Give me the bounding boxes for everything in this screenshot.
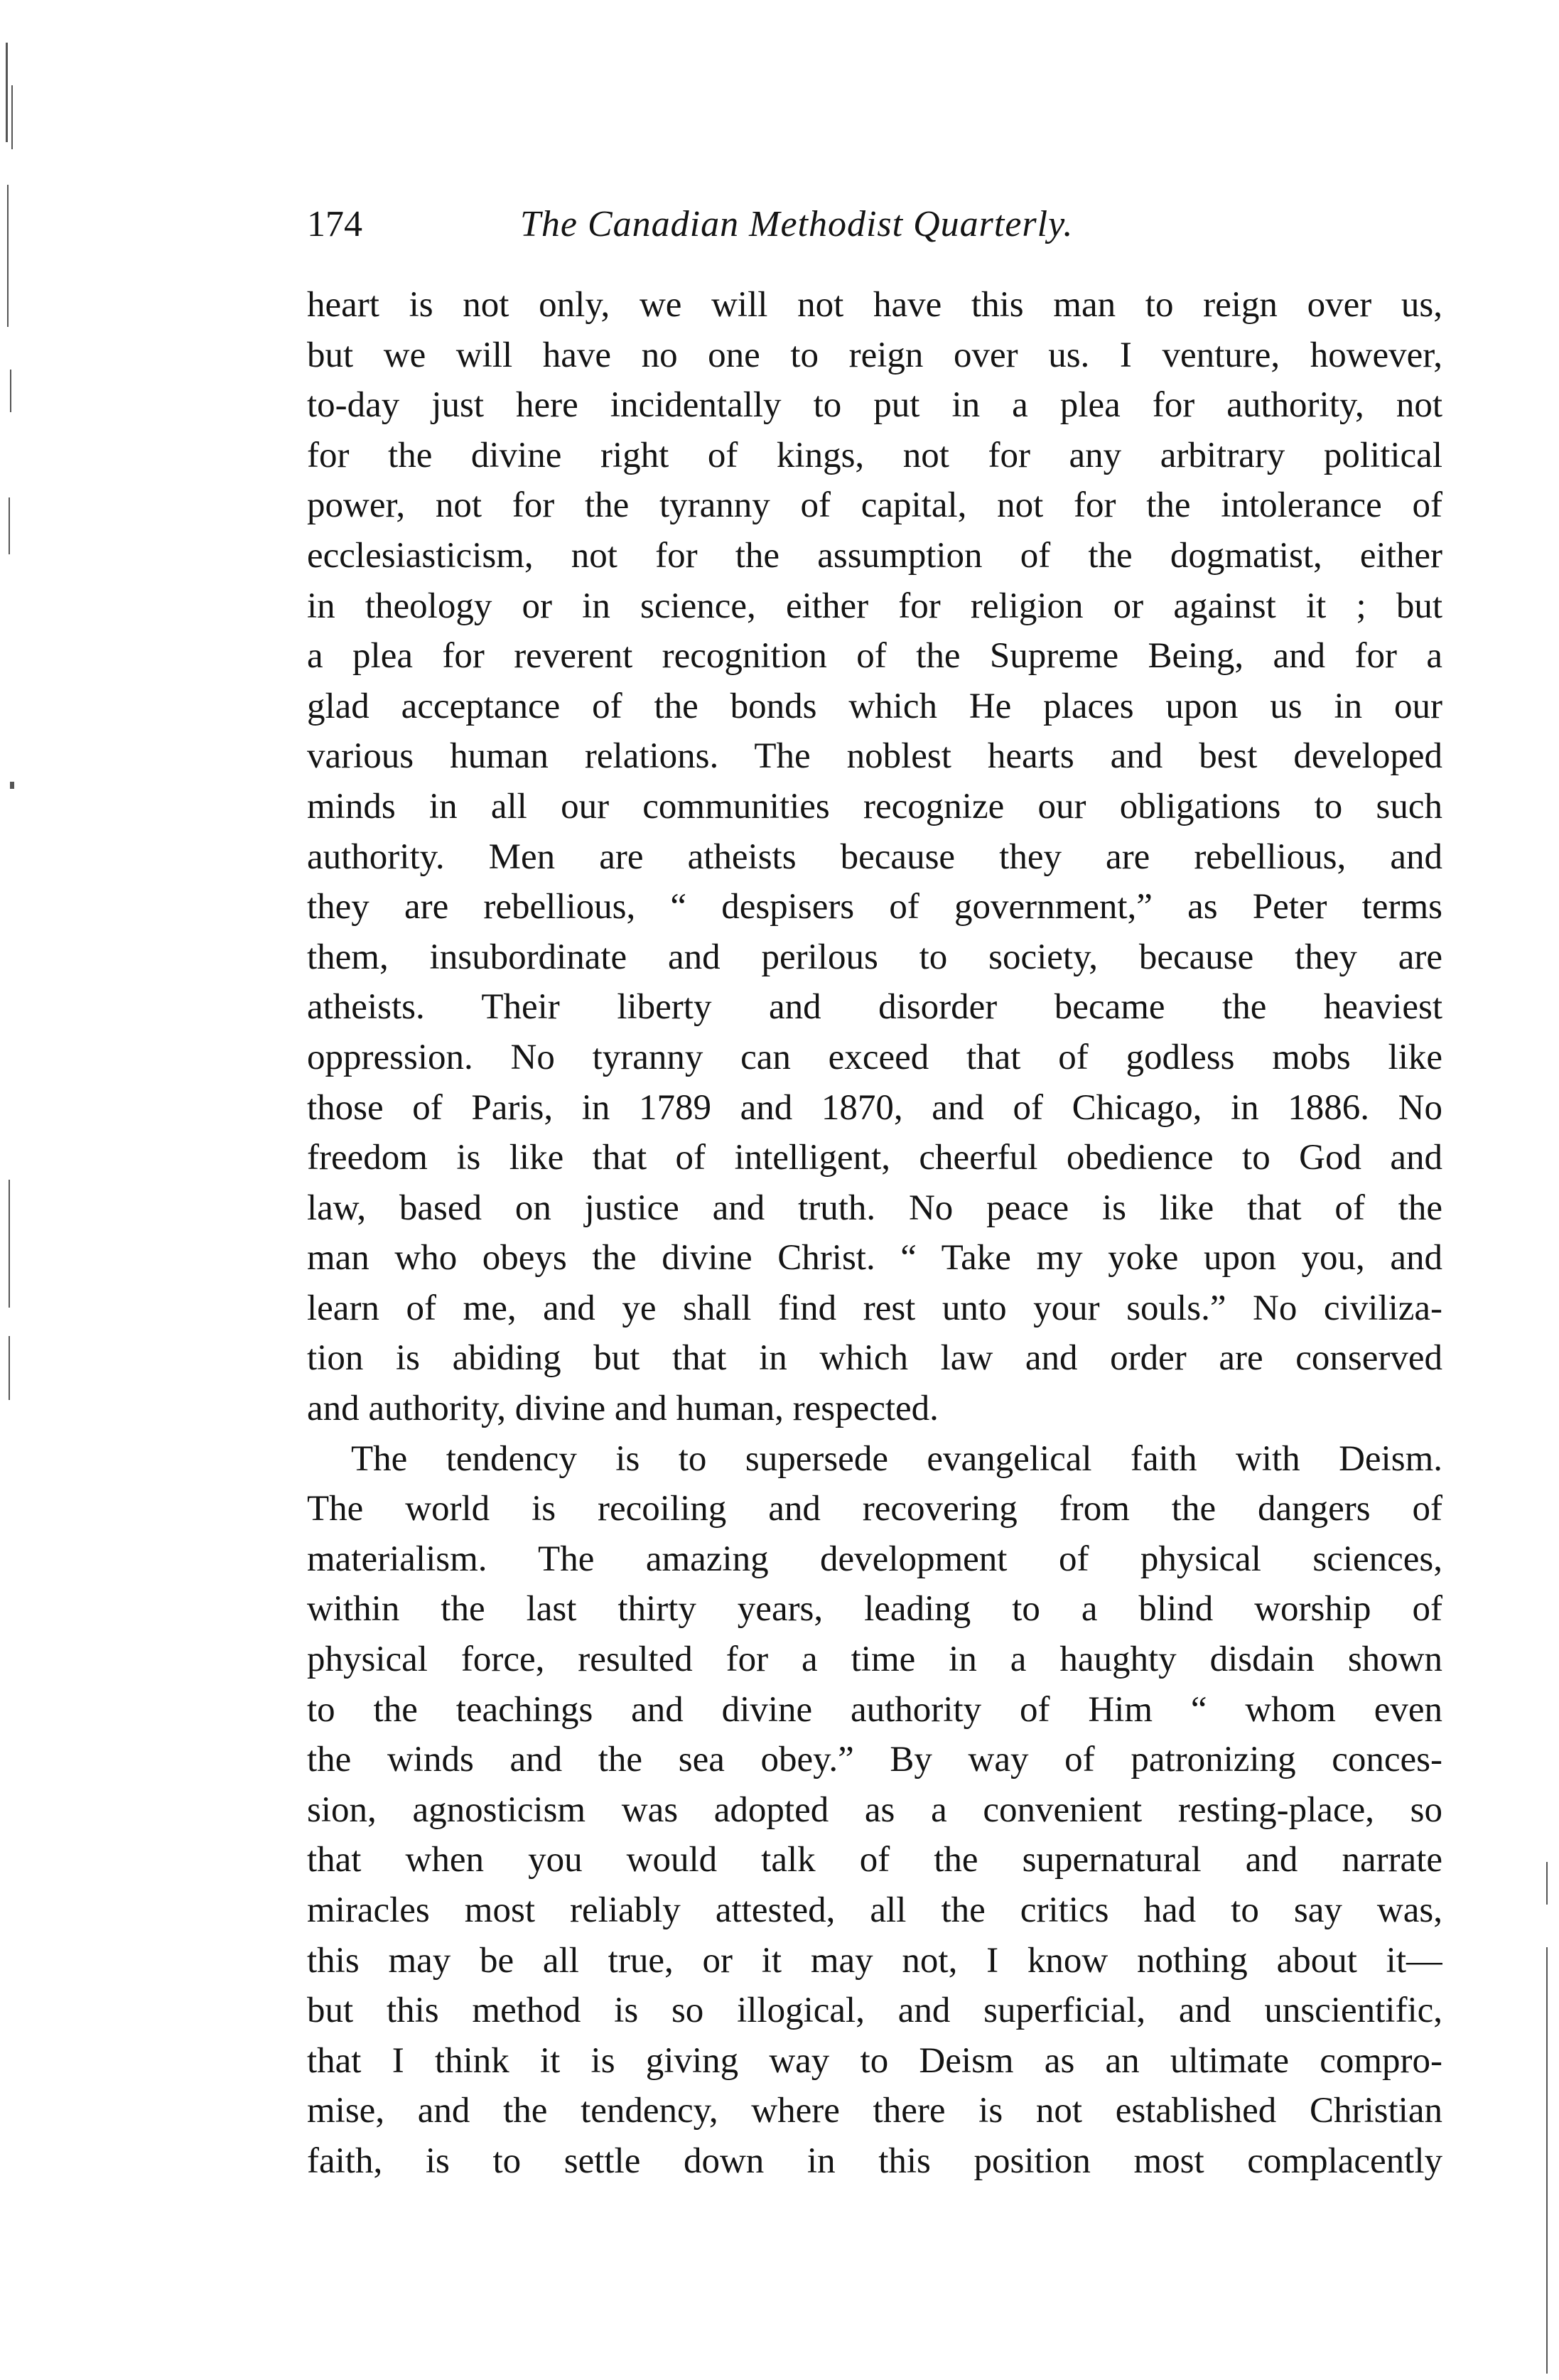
text-line: but this method is so illogical, and superficial, and unscientific, <box>307 1991 1442 2031</box>
left-margin-scan-artifacts <box>0 0 43 2380</box>
right-margin-scan-artifacts <box>1542 0 1559 2380</box>
text-line: for the divine right of kings, not for any arbitrary political <box>307 435 1442 475</box>
text-line: oppression. No tyranny can exceed that of godless mobs like <box>307 1037 1442 1077</box>
text-line: those of Paris, in 1789 and 1870, and of Chicago, in 1886. No <box>307 1087 1442 1128</box>
text-line: mise, and the tendency, where there is not established Christian <box>307 2091 1442 2131</box>
text-line: various human relations. The noblest hearts and best developed <box>307 736 1442 777</box>
text-line: faith, is to settle down in this position most complacently <box>307 2141 1442 2181</box>
text-line: learn of me, and ye shall find rest unto your souls.” No civiliza- <box>307 1288 1442 1328</box>
scan-artifact <box>11 85 13 149</box>
text-line: within the last thirty years, leading to a blind worship of <box>307 1589 1442 1630</box>
text-line: in theology or in science, either for religion or against it ; but <box>307 586 1442 626</box>
text-line: minds in all our communities recognize our obligations to such <box>307 786 1442 826</box>
text-line: materialism. The amazing development of physical sciences, <box>307 1539 1442 1579</box>
scan-artifact <box>9 497 10 554</box>
text-line: them, insubordinate and perilous to society, because they are <box>307 937 1442 977</box>
scan-artifact <box>1546 1862 1548 1905</box>
text-line: The tendency is to supersede evangelical faith with Deism. <box>351 1438 1442 1479</box>
text-line: that I think it is giving way to Deism as an ultimate compro- <box>307 2040 1442 2081</box>
text-line: miracles most reliably attested, all the critics had to say was, <box>307 1890 1442 1930</box>
text-line: glad acceptance of the bonds which He places upon us in our <box>307 686 1442 726</box>
page-header <box>307 196 1444 253</box>
scan-artifact <box>7 185 9 327</box>
text-line: a plea for reverent recognition of the Supreme Being, and for a <box>307 636 1442 677</box>
text-line: heart is not only, we will not have this man to reign over us, <box>307 285 1442 325</box>
scan-artifact <box>9 1180 10 1308</box>
text-line: and authority, divine and human, respected. <box>307 1389 939 1429</box>
text-line: this may be all true, or it may not, I know nothing about it— <box>307 1940 1442 1981</box>
scan-artifact <box>9 1336 10 1400</box>
scan-artifact <box>10 782 14 789</box>
scan-artifact <box>1546 1947 1548 2374</box>
text-line: to-day just here incidentally to put in a plea for authority, not <box>307 385 1442 426</box>
text-line: the winds and the sea obey.” By way of patronizing conces- <box>307 1740 1442 1780</box>
text-line: law, based on justice and truth. No peace is like that of the <box>307 1188 1442 1228</box>
text-line: The world is recoiling and recovering from the dangers of <box>307 1489 1442 1529</box>
text-line: power, not for the tyranny of capital, not for the intolerance of <box>307 485 1442 526</box>
text-line: sion, agnosticism was adopted as a convenient resting-place, so <box>307 1789 1442 1830</box>
text-line: that when you would talk of the supernatural and narrate <box>307 1840 1442 1880</box>
text-line: they are rebellious, “ despisers of government,” as Peter terms <box>307 887 1442 927</box>
text-line: man who obeys the divine Christ. “ Take my yoke upon you, and <box>307 1238 1442 1278</box>
text-line: atheists. Their liberty and disorder became the heaviest <box>307 987 1442 1028</box>
text-line: but we will have no one to reign over us. I venture, however, <box>307 335 1442 375</box>
text-line: ecclesiasticism, not for the assumption of the dogmatist, either <box>307 535 1442 576</box>
page-number: 174 <box>307 204 362 244</box>
scan-artifact <box>6 43 8 142</box>
running-title: The Canadian Methodist Quarterly. <box>520 204 1074 244</box>
text-line: to the teachings and divine authority of Him “ whom even <box>307 1689 1442 1730</box>
body-text <box>307 280 1442 2187</box>
paragraph <box>307 1434 1442 2187</box>
scan-artifact <box>10 370 11 412</box>
text-line: physical force, resulted for a time in a haughty disdain shown <box>307 1639 1442 1680</box>
paragraph <box>307 280 1442 1434</box>
text-line: freedom is like that of intelligent, cheerful obedience to God and <box>307 1138 1442 1178</box>
text-line: tion is abiding but that in which law and order are conserved <box>307 1338 1442 1379</box>
text-line: authority. Men are atheists because they are rebellious, and <box>307 836 1442 877</box>
